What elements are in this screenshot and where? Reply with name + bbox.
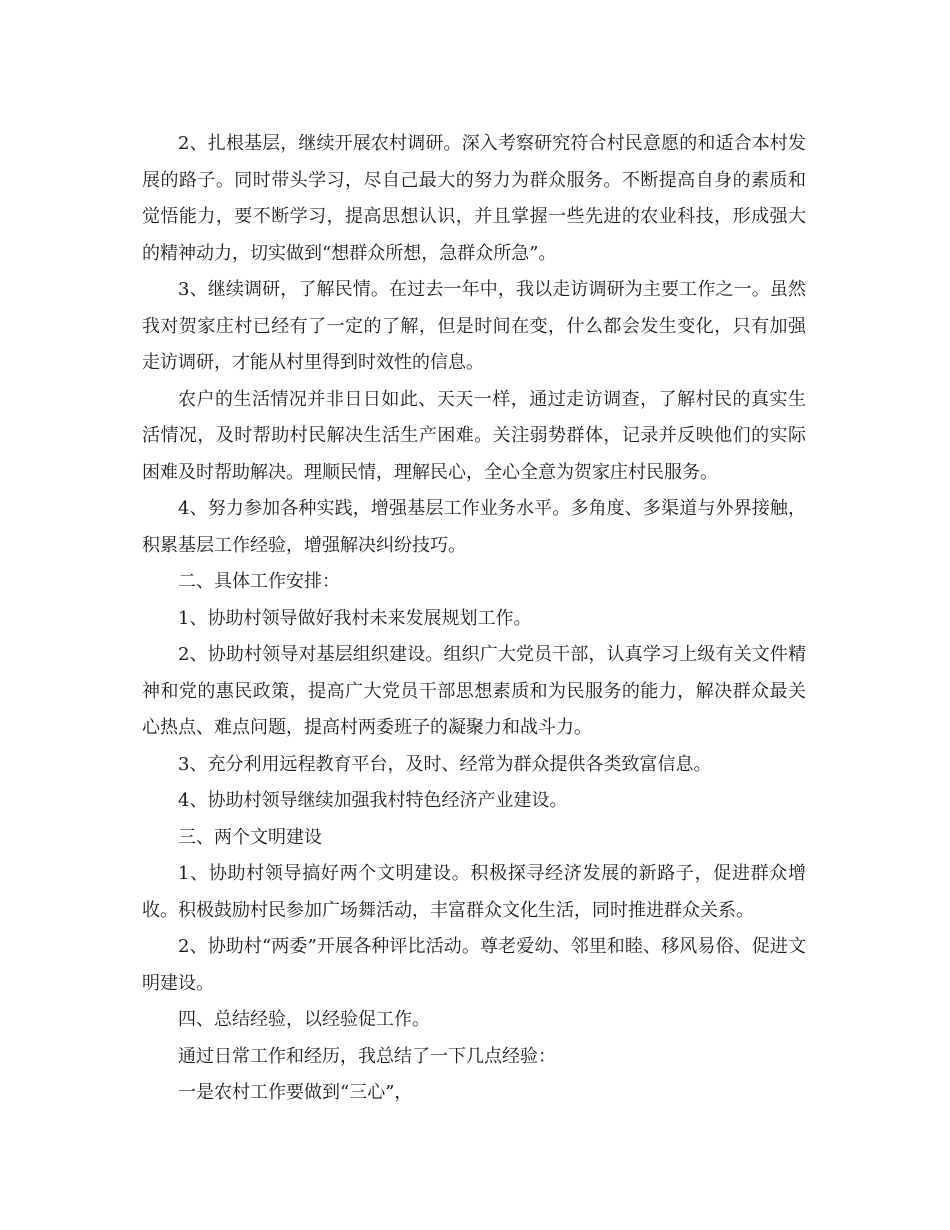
paragraph-experience-intro: 通过日常工作和经历，我总结了一下几点经验：	[178, 1045, 556, 1067]
section-heading-work-arrangement: 二、具体工作安排：	[178, 571, 340, 592]
document-body	[142, 126, 806, 1112]
section-heading-civilization: 三、两个文明建设	[178, 826, 322, 848]
paragraph-research-rural: 2、扎根基层，继续开展农村调研。深入考察研究符合村民意愿的和适合本村发展的路子。同时带头学习，尽自己最大的努力为群众服务。不断提高自身的素质和觉悟能力，要不断学习，提高思想认识，并且掌握一些先进的农业科技，形成强大的精神动力，切实做到“想群众所想，急群众所急”。	[142, 133, 806, 264]
paragraph-remote-education: 3、充分利用远程教育平台，及时、经常为群众提供各类致富信息。	[178, 753, 712, 775]
paragraph-farmers-life: 农户的生活情况并非日日如此、天天一样，通过走访调查，了解村民的真实生活情况，及时帮助村民解决生活生产困难。关注弱势群体，记录并反映他们的实际困难及时帮助解决。理顺民情，理解民心，全心全意为贺家庄村民服务。	[142, 388, 806, 483]
paragraph-organization: 2、协助村领导对基层组织建设。组织广大党员干部，认真学习上级有关文件精神和党的惠民政策，提高广大党员干部思想素质和为民服务的能力，解决群众最关心热点、难点问题，提高村两委班子的凝聚力和战斗力。	[142, 644, 806, 738]
paragraph-industry: 4、协助村领导继续加强我村特色经济产业建设。	[178, 790, 568, 811]
paragraph-three-hearts: 一是农村工作要做到“三心”，	[178, 1082, 413, 1103]
paragraph-planning: 1、协助村领导做好我村未来发展规划工作。	[178, 607, 532, 629]
section-heading-summary: 四、总结经验，以经验促工作。	[178, 1009, 430, 1030]
paragraph-continue-survey: 3、继续调研，了解民情。在过去一年中，我以走访调研为主要工作之一。虽然我对贺家庄村已经有了一定的了解，但是时间在变，什么都会发生变化，只有加强走访调研，才能从村里得到时效性的信息。	[142, 279, 806, 373]
paragraph-civilization-construction: 1、协助村领导搞好两个文明建设。积极探寻经济发展的新路子，促进群众增收。积极鼓励村民参加广场舞活动，丰富群众文化生活，同时推进群众关系。	[142, 863, 806, 921]
paragraph-practice: 4、努力参加各种实践，增强基层工作业务水平。多角度、多渠道与外界接触，积累基层工作经验，增强解决纠纷技巧。	[142, 498, 806, 556]
paragraph-evaluation: 2、协助村“两委”开展各种评比活动。尊老爱幼、邻里和睦、移风易俗、促进文明建设。	[142, 936, 806, 994]
